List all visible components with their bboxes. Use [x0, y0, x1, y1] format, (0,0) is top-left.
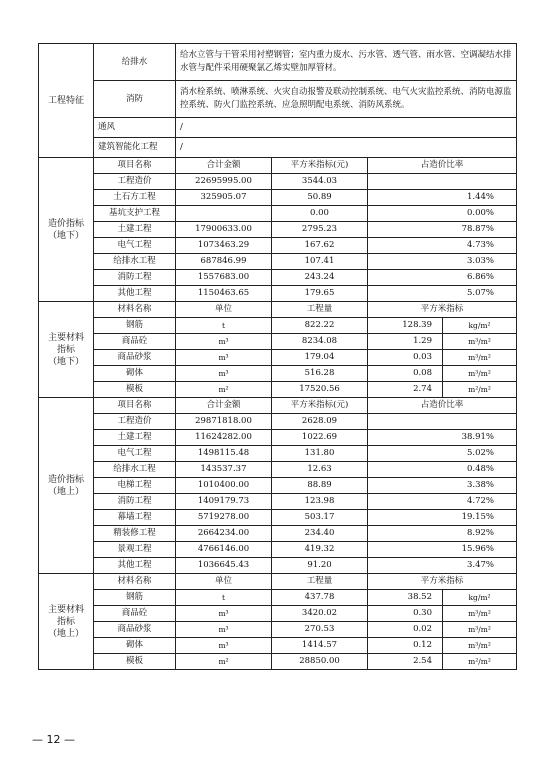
material-name: 钢筋	[94, 318, 176, 334]
ratio-cell: 19.15%	[368, 510, 517, 526]
column-header: 材料名称	[94, 574, 176, 590]
index-cell: 0.08	[368, 366, 443, 382]
section-label-line: （地下）	[47, 356, 84, 367]
index-cell: 2628.09	[272, 414, 368, 430]
amount-cell: 1409179.73	[176, 494, 272, 510]
amount-cell: 1557683.00	[176, 270, 272, 286]
amount-cell: 143537.37	[176, 462, 272, 478]
feature-description: /	[176, 118, 517, 138]
column-header: 平方米指标	[368, 302, 517, 318]
quantity-cell: 437.78	[272, 590, 368, 606]
amount-cell: 1150463.65	[176, 286, 272, 302]
amount-cell: 17900633.00	[176, 222, 272, 238]
ratio-cell: 0.48%	[368, 462, 517, 478]
index-cell: 50.89	[272, 190, 368, 206]
item-name: 电气工程	[94, 446, 176, 462]
material-name: 商品砼	[94, 334, 176, 350]
index-cell: 91.20	[272, 558, 368, 574]
ratio-cell: 5.07%	[368, 286, 517, 302]
quantity-cell: 822.22	[272, 318, 368, 334]
section-label-line: 指标	[56, 344, 75, 355]
column-header: 单位	[176, 302, 272, 318]
quantity-cell: 3420.02	[272, 606, 368, 622]
unit-cell: m³	[176, 622, 272, 638]
feature-row	[39, 44, 517, 81]
ratio-cell: 38.91%	[368, 430, 517, 446]
quantity-cell: 270.53	[272, 622, 368, 638]
item-name: 基坑支护工程	[94, 206, 176, 222]
amount-cell: 1010400.00	[176, 478, 272, 494]
table-row	[39, 462, 517, 478]
item-name: 工程造价	[94, 414, 176, 430]
item-name: 给排水工程	[94, 254, 176, 270]
column-header: 占造价比率	[368, 398, 517, 414]
section-label	[39, 302, 94, 398]
column-header: 工程量	[272, 574, 368, 590]
ratio-cell: 1.44%	[368, 190, 517, 206]
item-name: 其他工程	[94, 558, 176, 574]
index-cell: 107.41	[272, 254, 368, 270]
quantity-cell: 1414.57	[272, 638, 368, 654]
amount-cell: 29871818.00	[176, 414, 272, 430]
section-label-line: 造价指标	[47, 218, 84, 229]
section-label-line: 指标	[56, 616, 75, 627]
table-row	[39, 206, 517, 222]
table-row	[39, 638, 517, 654]
header-row	[39, 302, 517, 318]
material-name: 砌体	[94, 366, 176, 382]
index-cell: 167.62	[272, 238, 368, 254]
section-label-line: （地上）	[47, 486, 84, 497]
index-unit-cell: m³/m²	[443, 334, 517, 350]
feature-name: 通风	[94, 118, 176, 138]
index-cell: 131.80	[272, 446, 368, 462]
cost-index-table	[38, 43, 517, 670]
table-row	[39, 414, 517, 430]
material-name: 商品砂浆	[94, 622, 176, 638]
material-name: 模板	[94, 654, 176, 670]
column-header: 项目名称	[94, 158, 176, 174]
ratio-cell: 5.02%	[368, 446, 517, 462]
index-cell: 88.89	[272, 478, 368, 494]
quantity-cell: 179.04	[272, 350, 368, 366]
column-header: 项目名称	[94, 398, 176, 414]
item-name: 工程造价	[94, 174, 176, 190]
feature-row	[39, 138, 517, 158]
item-name: 消防工程	[94, 494, 176, 510]
feature-row	[39, 81, 517, 118]
feature-description: 消水栓系统、喷淋系统、火灾自动报警及联动控制系统、电气火灾监控系统、消防电源监控系统、防火门监控系统、应急照明配电系统、消防风系统。	[176, 81, 517, 118]
index-cell: 243.24	[272, 270, 368, 286]
section-label-line: 主要材料	[47, 332, 84, 343]
ratio-cell	[368, 414, 517, 430]
amount-cell: 22695995.00	[176, 174, 272, 190]
item-name: 精装修工程	[94, 526, 176, 542]
index-cell: 2.54	[368, 654, 443, 670]
ratio-cell: 4.73%	[368, 238, 517, 254]
amount-cell: 687846.99	[176, 254, 272, 270]
item-name: 消防工程	[94, 270, 176, 286]
table-row	[39, 478, 517, 494]
unit-cell: t	[176, 318, 272, 334]
table-row	[39, 542, 517, 558]
table-row	[39, 270, 517, 286]
column-header: 单位	[176, 574, 272, 590]
feature-name: 给排水	[94, 44, 176, 81]
table-row	[39, 590, 517, 606]
index-unit-cell: m³/m²	[443, 622, 517, 638]
column-header: 平方米指标(元)	[272, 398, 368, 414]
unit-cell: m³	[176, 350, 272, 366]
section-label	[39, 398, 94, 574]
table-row	[39, 382, 517, 398]
table-row	[39, 526, 517, 542]
table-row	[39, 430, 517, 446]
ratio-cell: 0.00%	[368, 206, 517, 222]
table-row	[39, 606, 517, 622]
item-name: 土建工程	[94, 430, 176, 446]
table-row	[39, 254, 517, 270]
index-unit-cell: m²/m²	[443, 654, 517, 670]
index-unit-cell: m³/m²	[443, 366, 517, 382]
item-name: 土建工程	[94, 222, 176, 238]
feature-description: /	[176, 138, 517, 158]
table-row	[39, 558, 517, 574]
quantity-cell: 28850.00	[272, 654, 368, 670]
index-cell: 2795.23	[272, 222, 368, 238]
material-name: 砌体	[94, 638, 176, 654]
ratio-cell: 15.96%	[368, 542, 517, 558]
item-name: 电梯工程	[94, 478, 176, 494]
table-row	[39, 622, 517, 638]
index-cell: 0.12	[368, 638, 443, 654]
index-cell: 12.63	[272, 462, 368, 478]
index-cell: 0.00	[272, 206, 368, 222]
column-header: 合计金额	[176, 158, 272, 174]
section-label-line: 造价指标	[47, 474, 84, 485]
index-cell: 179.65	[272, 286, 368, 302]
table-row	[39, 446, 517, 462]
index-cell: 38.52	[368, 590, 443, 606]
column-header: 工程量	[272, 302, 368, 318]
index-cell: 123.98	[272, 494, 368, 510]
feature-row	[39, 118, 517, 138]
table-row	[39, 190, 517, 206]
item-name: 其他工程	[94, 286, 176, 302]
table-row	[39, 318, 517, 334]
column-header: 平方米指标(元)	[272, 158, 368, 174]
ratio-cell: 3.47%	[368, 558, 517, 574]
index-cell: 0.02	[368, 622, 443, 638]
unit-cell: m³	[176, 366, 272, 382]
index-cell: 3544.03	[272, 174, 368, 190]
quantity-cell: 516.28	[272, 366, 368, 382]
unit-cell: t	[176, 590, 272, 606]
table-row	[39, 222, 517, 238]
ratio-cell: 6.86%	[368, 270, 517, 286]
table-row	[39, 334, 517, 350]
table-row	[39, 510, 517, 526]
index-unit-cell: kg/m²	[443, 590, 517, 606]
amount-cell: 1498115.48	[176, 446, 272, 462]
amount-cell: 11624282.00	[176, 430, 272, 446]
section-label	[39, 158, 94, 302]
amount-cell: 5719278.00	[176, 510, 272, 526]
index-cell: 503.17	[272, 510, 368, 526]
section-label-line: （地下）	[47, 230, 84, 241]
index-cell: 2.74	[368, 382, 443, 398]
section-label-line: （地上）	[47, 628, 84, 639]
index-unit-cell: m³/m²	[443, 350, 517, 366]
amount-cell: 1036645.43	[176, 558, 272, 574]
column-header: 平方米指标	[368, 574, 517, 590]
material-name: 商品砼	[94, 606, 176, 622]
material-name: 模板	[94, 382, 176, 398]
table-row	[39, 238, 517, 254]
header-row	[39, 574, 517, 590]
index-unit-cell: m³/m²	[443, 638, 517, 654]
ratio-cell: 8.92%	[368, 526, 517, 542]
table-row	[39, 654, 517, 670]
unit-cell: m³	[176, 334, 272, 350]
item-name: 电气工程	[94, 238, 176, 254]
unit-cell: m³	[176, 638, 272, 654]
feature-name: 建筑智能化工程	[94, 138, 176, 158]
table-row	[39, 494, 517, 510]
header-row	[39, 158, 517, 174]
item-name: 幕墙工程	[94, 510, 176, 526]
table-row	[39, 350, 517, 366]
quantity-cell: 17520.56	[272, 382, 368, 398]
section-label	[39, 574, 94, 670]
index-cell: 0.03	[368, 350, 443, 366]
amount-cell: 4766146.00	[176, 542, 272, 558]
column-header: 占造价比率	[368, 158, 517, 174]
index-cell: 234.40	[272, 526, 368, 542]
amount-cell: 325905.07	[176, 190, 272, 206]
amount-cell: 2664234.00	[176, 526, 272, 542]
section-label: 工程特征	[39, 44, 94, 158]
material-name: 商品砂浆	[94, 350, 176, 366]
table-row	[39, 366, 517, 382]
feature-name: 消防	[94, 81, 176, 118]
quantity-cell: 8234.08	[272, 334, 368, 350]
index-cell: 0.30	[368, 606, 443, 622]
item-name: 给排水工程	[94, 462, 176, 478]
unit-cell: m³	[176, 606, 272, 622]
item-name: 景观工程	[94, 542, 176, 558]
index-cell: 1022.69	[272, 430, 368, 446]
item-name: 土石方工程	[94, 190, 176, 206]
unit-cell: m²	[176, 382, 272, 398]
column-header: 合计金额	[176, 398, 272, 414]
index-unit-cell: kg/m²	[443, 318, 517, 334]
amount-cell: 1073463.29	[176, 238, 272, 254]
ratio-cell: 3.38%	[368, 478, 517, 494]
index-cell: 1.29	[368, 334, 443, 350]
section-label-line: 主要材料	[47, 604, 84, 615]
feature-description: 给水立管与干管采用衬塑钢管；室内重力废水、污水管、透气管、雨水管、空调凝结水排水管与配件采用硬聚氯乙烯实壁加厚管材。	[176, 44, 517, 81]
table-row	[39, 174, 517, 190]
ratio-cell: 3.03%	[368, 254, 517, 270]
column-header: 材料名称	[94, 302, 176, 318]
index-unit-cell: m²/m²	[443, 382, 517, 398]
index-cell: 419.32	[272, 542, 368, 558]
index-unit-cell: m³/m²	[443, 606, 517, 622]
amount-cell	[176, 206, 272, 222]
page-number: — 12 —	[32, 733, 75, 746]
unit-cell: m²	[176, 654, 272, 670]
ratio-cell	[368, 174, 517, 190]
header-row	[39, 398, 517, 414]
ratio-cell: 4.72%	[368, 494, 517, 510]
material-name: 钢筋	[94, 590, 176, 606]
table-row	[39, 286, 517, 302]
index-cell: 128.39	[368, 318, 443, 334]
ratio-cell: 78.87%	[368, 222, 517, 238]
